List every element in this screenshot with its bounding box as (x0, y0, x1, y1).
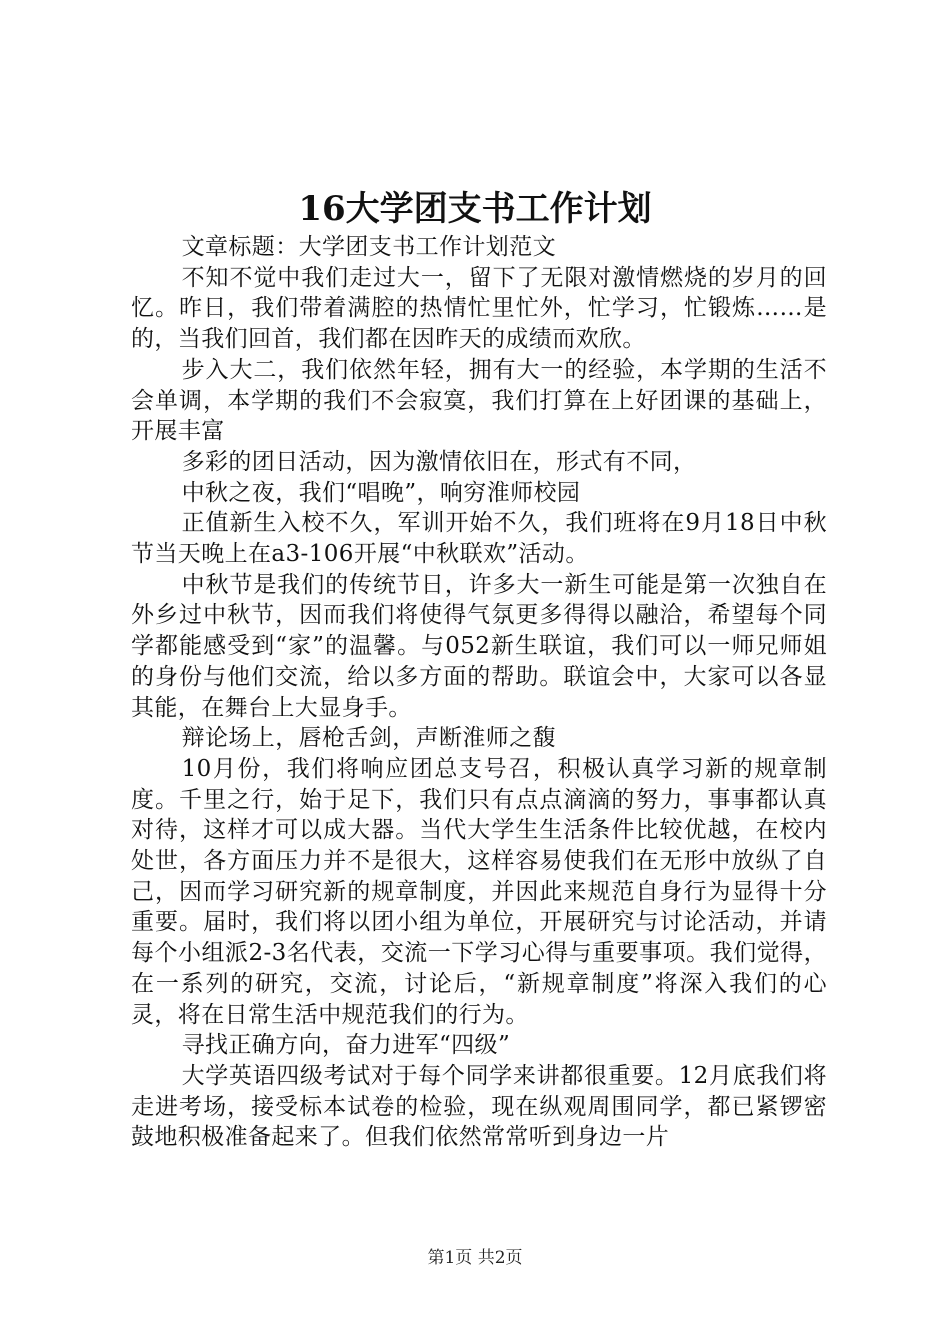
section-heading: 寻找正确方向，奋力进军“四级” (181, 1032, 511, 1059)
page-footer: 第1页 共2页 (427, 1248, 523, 1268)
paragraph: 正值新生入校不久，军训开始不久，我们班将在9月18日中秋节当天晚上在a3-106开展“中秋联欢”活动。 (131, 510, 827, 568)
paragraph: 不知不觉中我们走过大一，留下了无限对激情燃烧的岁月的回忆。昨日，我们带着满腔的热情忙里忙外，忙学习，忙锻炼……是的，当我们回首，我们都在因昨天的成绩而欢欣。 (131, 264, 827, 353)
paragraph: 中秋节是我们的传统节日，许多大一新生可能是第一次独自在外乡过中秋节，因而我们将使得气氛更多得得以融洽，希望每个同学都能感受到“家”的温馨。与052新生联谊，我们可以一师兄师姐的身份与他们交流，给以多方面的帮助。联谊会中，大家可以各显其能，在舞台上大显身手。 (131, 571, 827, 721)
paragraph: 10月份，我们将响应团总支号召，积极认真学习新的规章制度。千里之行，始于足下，我们只有点点滴滴的努力，事事都认真对待，这样才可以成大器。当代大学生生活条件比较优越，在校内处世，各方面压力并不是很大，这样容易使我们在无形中放纵了自己，因而学习研究新的规章制度，并因此来规范自身行为显得十分重要。届时，我们将以团小组为单位，开展研究与讨论活动，并请每个小组派2-3名代表，交流一下学习心得与重要事项。我们觉得，在一系列的研究，交流，讨论后，“新规章制度”将深入我们的心灵，将在日常生活中规范我们的行为。 (131, 755, 827, 1028)
paragraph: 步入大二，我们依然年轻，拥有大一的经验，本学期的生活不会单调，本学期的我们不会寂寞，我们打算在上好团课的基础上，开展丰富 (131, 356, 827, 445)
article-heading-line: 文章标题：大学团支书工作计划范文 (181, 234, 556, 260)
document-body (131, 232, 827, 1153)
paragraph: 大学英语四级考试对于每个同学来讲都很重要。12月底我们将走进考场，接受标本试卷的检验，现在纵观周围同学，都已紧锣密鼓地积极准备起来了。但我们依然常常听到身边一片 (131, 1062, 827, 1151)
section-heading: 辩论场上，唇枪舌剑，声断淮师之馥 (181, 725, 556, 752)
document-title: 16大学团支书工作计划 (298, 189, 652, 229)
section-heading: 中秋之夜，我们“唱晚”，响穷淮师校园 (181, 479, 581, 506)
paragraph: 多彩的团日活动，因为激情依旧在，形式有不同， (181, 448, 697, 475)
